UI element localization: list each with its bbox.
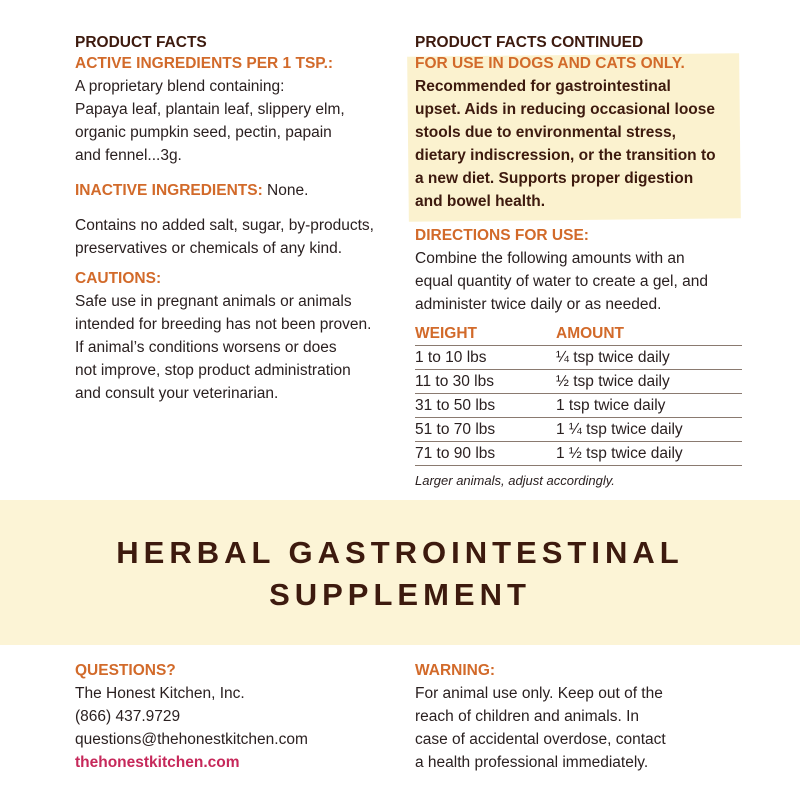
product-title-line: HERBAL GASTROINTESTINAL xyxy=(116,535,684,570)
text-line: equal quantity of water to create a gel, and xyxy=(415,273,708,290)
table-row xyxy=(415,394,742,418)
text-line: case of accidental overdose, contact xyxy=(415,731,666,748)
right-column xyxy=(415,33,755,492)
text-line: Papaya leaf, plantain leaf, slippery elm, xyxy=(75,101,345,118)
left-column xyxy=(75,33,405,405)
table-row xyxy=(415,418,742,442)
text-line: dietary indiscression, or the transition to xyxy=(415,147,716,164)
table-row xyxy=(415,442,742,466)
dosage-table xyxy=(415,322,742,466)
table-row xyxy=(415,370,742,394)
amount-cell: ½ tsp twice daily xyxy=(556,370,742,394)
text-line: and fennel...3g. xyxy=(75,147,182,164)
active-ingredients-text xyxy=(75,75,405,167)
warning-section xyxy=(415,660,735,774)
product-facts-heading: PRODUCT FACTS xyxy=(75,34,207,51)
text-line: Contains no added salt, sugar, by-products, xyxy=(75,217,374,234)
active-ingredients-heading: ACTIVE INGREDIENTS PER 1 TSP.: xyxy=(75,55,334,72)
text-line: A proprietary blend containing: xyxy=(75,78,285,95)
company-name: The Honest Kitchen, Inc. xyxy=(75,685,245,702)
weight-cell: 1 to 10 lbs xyxy=(415,346,556,370)
inactive-ingredients-value: None. xyxy=(262,182,309,199)
text-line: and bowel health. xyxy=(415,193,546,210)
text-line: a new diet. Supports proper digestion xyxy=(415,170,694,187)
inactive-ingredients-heading: INACTIVE INGREDIENTS: xyxy=(75,182,263,199)
weight-cell: 31 to 50 lbs xyxy=(415,394,556,418)
amount-cell: 1 ½ tsp twice daily xyxy=(556,442,742,466)
table-row xyxy=(415,346,742,370)
text-line: a health professional immediately. xyxy=(415,754,649,771)
cautions-heading: CAUTIONS: xyxy=(75,270,162,287)
table-header-row xyxy=(415,322,742,346)
text-line: Combine the following amounts with an xyxy=(415,250,685,267)
text-line: Safe use in pregnant animals or animals xyxy=(75,293,352,310)
amount-cell: 1 ¼ tsp twice daily xyxy=(556,418,742,442)
text-line: preservatives or chemicals of any kind. xyxy=(75,240,343,257)
cautions-text xyxy=(75,290,405,405)
warning-heading: WARNING: xyxy=(415,662,496,679)
use-heading: FOR USE IN DOGS AND CATS ONLY. xyxy=(415,55,685,72)
text-line: Recommended for gastrointestinal xyxy=(415,78,671,95)
amount-header: AMOUNT xyxy=(556,322,742,346)
phone-number[interactable]: (866) 437.9729 xyxy=(75,708,181,725)
product-title-line: SUPPLEMENT xyxy=(269,577,531,612)
weight-cell: 71 to 90 lbs xyxy=(415,442,556,466)
product-facts-continued-heading: PRODUCT FACTS CONTINUED xyxy=(415,34,644,51)
table-note: Larger animals, adjust accordingly. xyxy=(415,473,615,488)
amount-cell: ¼ tsp twice daily xyxy=(556,346,742,370)
text-line: organic pumpkin seed, pectin, papain xyxy=(75,124,332,141)
contains-note xyxy=(75,214,405,260)
directions-heading: DIRECTIONS FOR USE: xyxy=(415,227,589,244)
product-title xyxy=(0,532,800,616)
text-line: and consult your veterinarian. xyxy=(75,385,279,402)
website-link[interactable]: thehonestkitchen.com xyxy=(75,754,240,771)
text-line: reach of children and animals. In xyxy=(415,708,640,725)
directions-text xyxy=(415,247,755,316)
weight-cell: 51 to 70 lbs xyxy=(415,418,556,442)
text-line: upset. Aids in reducing occasional loose xyxy=(415,101,716,118)
use-section xyxy=(415,53,755,213)
inactive-ingredients xyxy=(75,179,405,202)
text-line: administer twice daily or as needed. xyxy=(415,296,662,313)
text-line: For animal use only. Keep out of the xyxy=(415,685,663,702)
weight-header: WEIGHT xyxy=(415,322,556,346)
questions-section xyxy=(75,660,395,774)
text-line: stools due to environmental stress, xyxy=(415,124,676,141)
email-link[interactable]: questions@thehonestkitchen.com xyxy=(75,731,308,748)
amount-cell: 1 tsp twice daily xyxy=(556,394,742,418)
text-line: not improve, stop product administration xyxy=(75,362,351,379)
weight-cell: 11 to 30 lbs xyxy=(415,370,556,394)
questions-heading: QUESTIONS? xyxy=(75,662,176,679)
text-line: intended for breeding has not been proven. xyxy=(75,316,372,333)
text-line: If animal’s conditions worsens or does xyxy=(75,339,337,356)
